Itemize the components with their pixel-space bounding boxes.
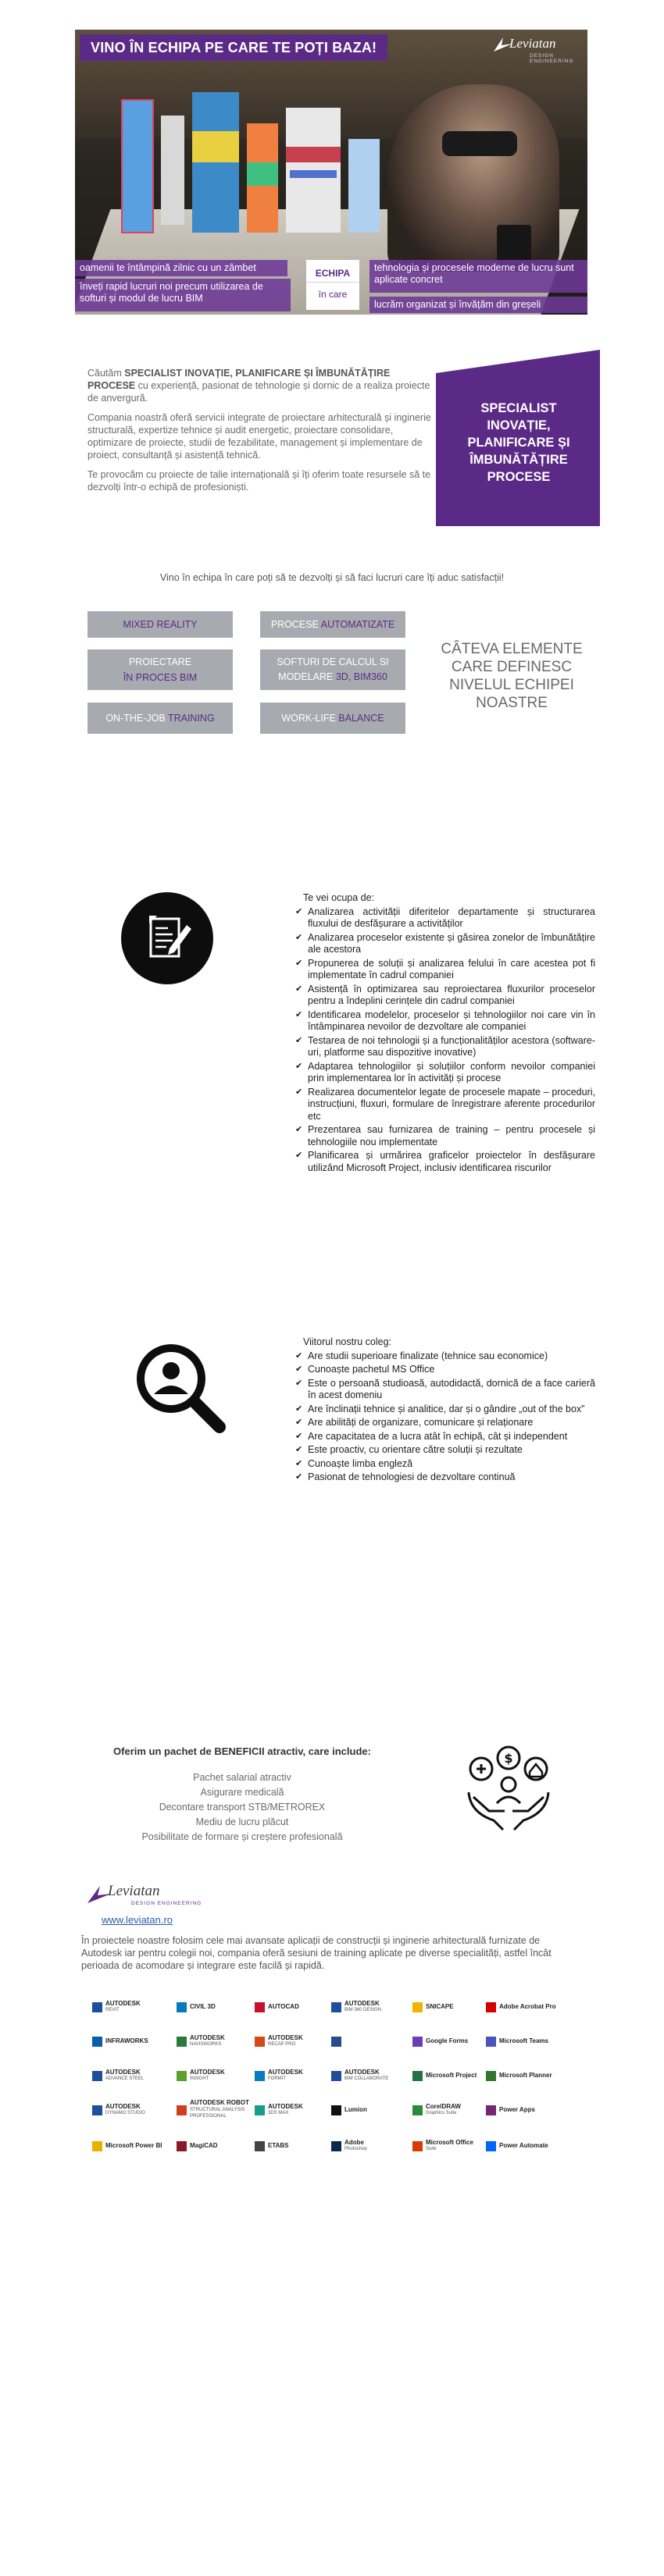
list-item: ✔ Analizarea proceselor existente și găsirea zonelor de îmbunătățire ale acestora	[295, 932, 595, 956]
software-logo-sublabel: FORMIT	[268, 2076, 286, 2081]
list-item: ✔ Are capacitatea de a lucra atât în echipă, cât și independent	[295, 1431, 595, 1443]
software-logo-label: Google Forms	[426, 2037, 469, 2044]
software-logo-sublabel: Photoshop	[344, 2147, 367, 2151]
software-logo-label: AUTODESK ADVANCE STEEL	[105, 2068, 145, 2081]
footer-text: În proiectele noastre folosim cele mai avansate aplicații de construcții și inginerie arhitecturală furnizate de Autodesk iar pentru colegii noi, compania oferă sesiuni de training aplicate pe diverse specialități, astfel încât perioada de acomodare și integrare este facilă și rapidă.	[81, 1935, 552, 1971]
software-logo	[255, 2067, 330, 2084]
footer-logo-tagline: DESIGN ENGINEERING	[131, 1901, 202, 1906]
colleague-list	[295, 1336, 595, 1485]
badge-work-life-acc: BALANCE	[338, 713, 384, 724]
list-item: ✔ Pasionat de tehnologiesi de dezvoltare continuă	[295, 1471, 595, 1484]
software-logo-label: Microsoft Planner	[499, 2071, 552, 2079]
software-logo-icon	[255, 2141, 265, 2151]
software-logo-icon	[92, 2141, 102, 2151]
benefits-title	[109, 1745, 375, 1757]
software-logo-label: Adobe Photoshop	[344, 2138, 367, 2151]
intro-paragraph-2: Compania noastră oferă servicii integrate de proiectare arhitecturală și inginerie structurală, expertize tehnice și audit energetic, proiectare consolidare, optimizare de proiecte, studii de fezabilitate, management și implementare de proiect, consultanță și asistență tehnică.	[87, 412, 431, 461]
benefit-item: Posibilitate de formare și creștere profesională	[141, 1831, 343, 1842]
software-logo-sublabel: INSIGHT	[190, 2076, 209, 2081]
software-logo-icon	[486, 2141, 496, 2151]
badge-software-acc: 3D, BIM360	[335, 671, 387, 682]
software-logo	[412, 2033, 487, 2050]
list-item: ✔ Analizarea activității diferitelor departamente și structurarea fluxului de desfășurare a activităților	[295, 906, 595, 930]
duties-list	[295, 892, 595, 1176]
person-search-icon	[127, 1336, 229, 1438]
badge-software	[260, 649, 405, 690]
software-logo-sublabel: STRUCTURAL ANALYSIS PROFESSIONAL	[190, 2107, 245, 2119]
badge-training	[87, 703, 233, 734]
benefits-list	[109, 1770, 375, 1845]
badge-work-life-pre: WORK-LIFE	[281, 713, 339, 724]
software-logo-icon	[331, 2105, 341, 2115]
svg-text:$: $	[504, 1751, 513, 1766]
list-item: ✔ Cunoaște pachetul MS Office	[295, 1364, 595, 1376]
software-logo-sublabel: NAVISWORKS	[190, 2042, 222, 2047]
software-logo	[177, 2067, 252, 2084]
software-logo-label: Lumion	[344, 2105, 367, 2113]
software-logo-icon	[412, 2141, 423, 2151]
list-item: ✔ Este o persoană studioasă, autodidactă, dornică de a face carieră în acest domeniu	[295, 1378, 595, 1402]
list-item: ✔ Realizarea documentelor legate de procesele mapate – proceduri, instrucțiuni, fluxuri, formulare de înregistrare aferente procedurilor etc	[295, 1087, 595, 1123]
software-logo	[412, 1998, 487, 2016]
hero-logo	[492, 33, 584, 62]
software-logo	[331, 2137, 406, 2154]
software-logo-label: CorelDRAW Graphics Suite	[426, 2102, 461, 2115]
software-logo-label: Microsoft Office Suite	[426, 2138, 473, 2151]
software-logo	[92, 1998, 167, 2016]
software-logo	[92, 2067, 167, 2084]
footer-logo-name: Leviatan	[108, 1883, 160, 1899]
list-item: ✔ Cunoaște limba engleză	[295, 1458, 595, 1471]
vr-goggles	[442, 131, 517, 156]
software-logo	[255, 1998, 330, 2016]
software-logo-icon	[177, 2071, 187, 2081]
software-logo-icon	[92, 2037, 102, 2047]
software-logo-icon	[255, 2071, 265, 2081]
software-logo-icon	[486, 2037, 496, 2047]
software-logo-sublabel: BIM 360 DESIGN	[344, 2008, 382, 2012]
list-item: ✔ Testarea de noi tehnologii și a funcționalităților acestora (software-uri, platforme sau dispozitive inovative)	[295, 1035, 595, 1059]
software-logo-sublabel: BIM COLLABORATE	[344, 2076, 389, 2081]
software-logo	[177, 2101, 252, 2119]
software-logo-sublabel: Suite	[426, 2147, 437, 2151]
software-logo-label: AUTODESK INSIGHT	[190, 2068, 225, 2081]
software-logo-label: Microsoft Power BI	[105, 2141, 162, 2149]
software-logo-label: SNICAPE	[426, 2002, 454, 2010]
hero-logo-name: Leviatan	[509, 36, 556, 51]
document-edit-icon	[121, 892, 213, 984]
software-logo	[255, 2101, 330, 2119]
badge-process-acc: AUTOMATIZATE	[320, 619, 395, 630]
software-logo-label: AUTODESK ROBOT STRUCTURAL ANALYSIS PROFESSIONAL	[190, 2100, 252, 2120]
overlay-center-top: ECHIPA	[315, 268, 351, 279]
list-item: ✔ Identificarea modelelor, proceselor și tehnologiilor noi care vin în întâmpinarea nevoilor de dezvoltare ale companiei	[295, 1009, 595, 1034]
software-logo	[331, 2033, 406, 2050]
software-logo	[486, 2067, 561, 2084]
tagline: Vino în echipa în care poți să te dezvolți și să faci lucruri care îți aduc satisfacții!	[159, 572, 505, 583]
intro-p1-bold: SPECIALIST INOVAȚIE, PLANIFICARE ȘI ÎMBUNĂTĂȚIRE PROCESE	[87, 368, 391, 391]
overlay-center-box	[306, 260, 359, 310]
software-logo-icon	[486, 2002, 496, 2012]
software-logo-sublabel: DYNAMO STUDIO	[105, 2111, 145, 2115]
intro-text	[87, 367, 431, 500]
software-logo-label: Microsoft Project	[426, 2071, 477, 2079]
intro-paragraph-1	[87, 367, 431, 404]
badge-software-pre: MODELARE	[278, 671, 336, 682]
list-item: ✔ Adaptarea tehnologiilor și soluțiilor conform nevoilor companiei prin implementarea lor în activități și procese	[295, 1061, 595, 1085]
software-logo-icon	[412, 2105, 423, 2115]
software-logo	[486, 1998, 561, 2016]
benefits-title-pre: Oferim un pachet de	[113, 1745, 215, 1757]
badge-training-acc: TRAINING	[167, 713, 215, 724]
software-logo-icon	[255, 2002, 265, 2012]
duties-title: Te vei ocupa de:	[303, 892, 375, 903]
badge-bim	[87, 649, 233, 690]
software-logo-icon	[255, 2105, 265, 2115]
software-logo-label: AUTODESK NAVISWORKS	[190, 2033, 225, 2047]
software-logo-label: AUTODESK RECAP PRO	[268, 2033, 303, 2047]
software-logo	[486, 2033, 561, 2050]
software-logo-label: MagiCAD	[190, 2141, 218, 2149]
software-logo-icon	[331, 2071, 341, 2081]
overlay-work: lucrăm organizat și învățăm din greșeli	[369, 297, 587, 313]
software-logo	[412, 2067, 487, 2084]
software-logo-sublabel: Graphics Suite	[426, 2111, 457, 2115]
software-logo-icon	[255, 2037, 265, 2047]
software-logo-icon	[486, 2105, 496, 2115]
software-logo	[331, 2101, 406, 2119]
software-logo-sublabel: 3DS MAX	[268, 2111, 289, 2115]
software-logo-icon	[177, 2105, 187, 2115]
software-logo-icon	[331, 2037, 341, 2047]
list-item: ✔ Propunerea de soluții și analizarea felului în care acestea pot fi implementate în cadrul companiei	[295, 958, 595, 982]
elements-title: CÂTEVA ELEMENTE CARE DEFINESC NIVELUL ECHIPEI NOASTRE	[441, 641, 583, 711]
benefit-item: Asigurare medicală	[200, 1787, 284, 1798]
badge-mixed-reality	[87, 611, 233, 638]
hero-person	[387, 84, 559, 272]
footer-logo	[86, 1881, 219, 1912]
software-logo-label: INFRAWORKS	[105, 2037, 148, 2044]
software-logo-label: Power Automate	[499, 2141, 548, 2149]
software-logo-sublabel: RECAP PRO	[268, 2042, 296, 2047]
software-logo	[255, 2137, 330, 2154]
software-logo-label: Microsoft Teams	[499, 2037, 548, 2044]
software-logo-icon	[177, 2002, 187, 2012]
software-logo-icon	[92, 2002, 102, 2012]
badge-bim-line1: PROIECTARE	[128, 656, 192, 667]
software-logo	[177, 2137, 252, 2154]
website-link[interactable]: www.leviatan.ro	[102, 1914, 173, 1926]
software-logo-icon	[92, 2071, 102, 2081]
software-logo-icon	[177, 2141, 187, 2151]
software-logo	[92, 2101, 167, 2119]
software-logo	[92, 2033, 167, 2050]
hero-title: VINO ÎN ECHIPA PE CARE TE POȚI BAZA!	[80, 34, 387, 61]
document-edit-glyph-icon	[121, 892, 213, 984]
software-logo-label: AUTODESK BIM COLLABORATE	[344, 2068, 389, 2081]
list-item: ✔ Planificarea și urmărirea graficelor proiectelor în desfășurare utilizând Microsoft Project, inclusiv identificarea riscurilor	[295, 1150, 595, 1174]
list-item: ✔ Are abilități de organizare, comunicare și relaționare	[295, 1417, 595, 1429]
list-item: ✔ Este proactiv, cu orientare către soluții și rezultate	[295, 1444, 595, 1457]
building-model-illustration	[106, 84, 387, 240]
benefits-title-post: atractiv, care include:	[264, 1745, 371, 1757]
software-logo-icon	[486, 2071, 496, 2081]
spec-box-title: SPECIALIST INOVAȚIE, PLANIFICARE ȘI ÎMBUNĂTĂȚIRE PROCESE	[467, 401, 570, 484]
software-logo	[486, 2137, 561, 2154]
software-logo-icon	[331, 2002, 341, 2012]
software-logo-icon	[412, 2071, 423, 2081]
intro-p1-pre: Căutăm	[87, 368, 125, 379]
colleague-title: Viitorul nostru coleg:	[303, 1336, 392, 1347]
software-logo-label: Power Apps	[499, 2105, 535, 2113]
badge-mixed-reality-label: MIXED REALITY	[123, 619, 198, 630]
badge-bim-line2: ÎN PROCES BIM	[123, 672, 198, 683]
benefit-item: Decontare transport STB/METROREX	[159, 1802, 326, 1813]
software-logo-label: ETABS	[268, 2141, 289, 2149]
software-logo-label: Adobe Acrobat Pro	[499, 2002, 556, 2010]
benefit-item: Mediu de lucru plăcut	[195, 1816, 289, 1827]
software-logo-sublabel: REVIT	[105, 2008, 120, 2012]
software-logo	[412, 2137, 487, 2154]
software-logo	[177, 1998, 252, 2016]
benefits-title-bold: BENEFICII	[214, 1745, 265, 1757]
software-logo-icon	[412, 2002, 423, 2012]
software-logo-label: AUTODESK 3DS MAX	[268, 2102, 303, 2115]
overlay-center-bottom: în care	[306, 282, 359, 300]
software-logo-label: AUTODESK DYNAMO STUDIO	[105, 2102, 145, 2115]
software-logo	[92, 2137, 167, 2154]
software-logo-label: AUTODESK REVIT	[105, 1999, 141, 2012]
benefits-hands-icon	[462, 1745, 555, 1833]
software-logo	[331, 1998, 406, 2016]
intro-paragraph-3: Te provocăm cu proiecte de talie internațională și îți oferim toate resursele să te dezvolți într-o echipă de profesioniști.	[87, 469, 431, 493]
overlay-learn: înveți rapid lucruri noi precum utilizarea de softuri și modul de lucru BIM	[75, 279, 291, 311]
software-logo	[331, 2067, 406, 2084]
badge-process-pre: PROCESE	[270, 619, 321, 630]
software-logo-icon	[412, 2037, 423, 2047]
hero-logo-tagline: DESIGN ENGINEERING	[530, 53, 574, 64]
overlay-people: oamenii te întâmpină zilnic cu un zâmbet	[75, 260, 287, 276]
badge-work-life	[260, 703, 405, 734]
list-item: ✔ Are înclinații tehnice și analitice, dar și o gândire „out of the box”	[295, 1404, 595, 1416]
badge-training-pre: ON-THE-JOB	[105, 713, 168, 724]
list-item: ✔ Are studii superioare finalizate (tehnice sau economice)	[295, 1350, 595, 1363]
software-logo-icon	[177, 2037, 187, 2047]
list-item: ✔ Prezentarea sau furnizarea de training – pentru procesele și tehnologiile nou implementate	[295, 1124, 595, 1148]
software-logo	[486, 2101, 561, 2119]
intro-p1-post: cu experiență, pasionat de tehnologie și dornic de a realiza proiecte de anvergură.	[87, 380, 430, 404]
list-item: ✔ Asistență în optimizarea sau reproiectarea fluxurilor proceselor pentru a îndeplini cerințele din cadrul companiei	[295, 984, 595, 1008]
overlay-tech: tehnologia și procesele moderne de lucru sunt aplicate concret	[369, 260, 587, 293]
software-logo	[412, 2101, 487, 2119]
software-logo-label: CIVIL 3D	[190, 2002, 216, 2010]
badge-software-line1: SOFTURI DE CALCUL SI	[277, 656, 389, 667]
software-logo-label: AUTOCAD	[268, 2002, 299, 2010]
benefit-item: Pachet salarial atractiv	[193, 1772, 291, 1783]
software-logo-icon	[92, 2105, 102, 2115]
software-logo-sublabel: ADVANCE STEEL	[105, 2076, 145, 2081]
software-logo-icon	[331, 2141, 341, 2151]
software-logo-label: AUTODESK FORMIT	[268, 2068, 303, 2081]
software-logo	[255, 2033, 330, 2050]
software-logo-label: AUTODESK BIM 360 DESIGN	[344, 1999, 382, 2012]
software-logo	[177, 2033, 252, 2050]
badge-process	[260, 611, 405, 638]
